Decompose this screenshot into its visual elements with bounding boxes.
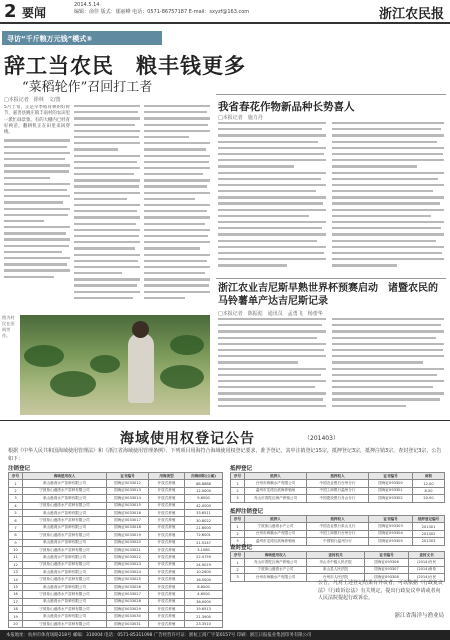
notice-intro: 根据《中华人民共和国海域使用管理法》和《浙江省海域使用管理条例》，下列项目用海符合海域使用权登记要求，准予登记，其中注销登记15宗，抵押登记3宗，抵押注销3宗，查封登记3宗，公告如下： — [8, 448, 442, 462]
table-cell: 宁波象山港湾水产苗种有限公司 — [23, 517, 107, 524]
table-cell: 2 — [231, 566, 245, 573]
table-cell: 象山港湾水产苗种有限公司 — [23, 509, 107, 516]
table-cell: 3 — [231, 495, 245, 502]
table-cell: 国海证0033029 — [107, 606, 149, 613]
table-cell: 宁波象山港湾水产苗种有限公司 — [23, 606, 107, 613]
table-cell: 中国农业银行象山支行 — [307, 523, 369, 530]
table-cell: 开放式养殖 — [149, 546, 185, 553]
table-cell: 宁波象山港湾水产苗种有限公司 — [23, 591, 107, 598]
table-cell: 国海证093305 — [369, 538, 413, 545]
table-cell: 国海证093301 — [369, 487, 413, 494]
page-number: 2 — [4, 1, 17, 22]
cancel-reg-label: 注销登记 — [8, 466, 31, 472]
table-cell: 16 — [9, 591, 23, 598]
table-cell: 19.6513 — [185, 606, 223, 613]
table-cell: 国海证0033023 — [107, 561, 149, 568]
col-header: 查封机关 — [307, 552, 365, 559]
table-row — [9, 524, 223, 531]
right-headline-2: 浙江农业吉尼斯早熟世界杯预赛启动 诸暨农民的马铃薯单产达吉尼斯记录 — [218, 283, 438, 307]
table-cell: 国海证0033018 — [107, 524, 149, 531]
main-headline: 辞工当农民 粮丰钱更多 — [4, 53, 246, 78]
table-cell: 16.5000 — [185, 576, 223, 583]
table-cell: 开放式养殖 — [149, 576, 185, 583]
col-header: 抵押权人 — [307, 473, 369, 480]
table-cell: 象山港湾水产苗种有限公司 — [23, 554, 107, 561]
table-cell: 宁波象山港湾水产苗种有限公司 — [23, 576, 107, 583]
table-cell: (2014)台民 — [409, 574, 445, 581]
table-cell: 9 — [9, 539, 23, 546]
photo-leaf — [90, 355, 120, 373]
col-header: 序号 — [231, 552, 245, 559]
table-cell: 12.0000 — [185, 487, 223, 494]
table-cell: 国海证0033019 — [107, 532, 149, 539]
cancel-reg-table — [8, 472, 223, 628]
table-header-row — [231, 552, 445, 559]
table-cell: 开放式养殖 — [149, 502, 185, 509]
text-lines — [218, 122, 326, 267]
table-cell: 开放式养殖 — [149, 539, 185, 546]
table-cell: 1 — [231, 559, 245, 566]
mortgage-reg-label: 抵押登记 — [230, 466, 253, 472]
table-cell: 42.0000 — [185, 502, 223, 509]
table-cell: 15 — [9, 583, 23, 590]
table-cell: 开放式养殖 — [149, 480, 185, 487]
table-cell: 22.4759 — [185, 554, 223, 561]
table-cell: 宁波象山港湾水产苗种有限公司 — [23, 620, 107, 627]
table-row — [9, 480, 223, 487]
photo-leaf — [170, 335, 204, 355]
table-cell: 国海证093308 — [365, 574, 409, 581]
table-cell: 21.5247 — [185, 539, 223, 546]
table-cell: 国海证0033013 — [107, 487, 149, 494]
main-subheadline: “菜稻轮作”召回打工者 — [22, 80, 153, 95]
header-meta — [74, 2, 324, 16]
table-cell: 宁波象山港湾水产公司 — [245, 523, 307, 530]
table-cell: 台州市海顺水产有限公司 — [245, 480, 307, 487]
col-header: 查封文书 — [409, 552, 445, 559]
table-cell: 台州市海顺水产有限公司 — [245, 574, 307, 581]
table-cell: 12.00 — [413, 480, 445, 487]
right-byline-2: □本报记者 陈振彪 通讯员 孟勇飞 杨蕾华 — [218, 311, 323, 317]
table-cell: 温州市龙湾区滨海养殖场 — [245, 487, 307, 494]
table-header-row — [231, 516, 445, 523]
photo-leaf — [50, 371, 96, 397]
table-cell: 国海证0033017 — [107, 517, 149, 524]
photo-leaf — [160, 365, 204, 389]
table-cell: 8.8000 — [185, 583, 223, 590]
table-row — [9, 495, 223, 502]
table-row — [9, 487, 223, 494]
table-cell: 18 — [9, 606, 23, 613]
table-cell: 开放式养殖 — [149, 561, 185, 568]
table-cell: 象山港湾水产苗种有限公司 — [23, 583, 107, 590]
table-cell: 201302 — [413, 530, 445, 537]
table-cell: 11 — [9, 554, 23, 561]
col-header: 证书编号 — [369, 473, 413, 480]
page-footer: 本报地址：杭州市体育场路218号 邮编：310004 电话：0571-85311098 广告经营许可证：浙杭工商广字第0157号 印刷：浙江日报报业集团印务有限公司 — [0, 630, 450, 640]
table-cell: 3.1080 — [185, 546, 223, 553]
seal-reg-table — [230, 551, 445, 582]
table-cell: 201301 — [413, 523, 445, 530]
table-cell: (2014)舟民 — [409, 559, 445, 566]
table-cell: 国海证0033025 — [107, 576, 149, 583]
table-cell: 国海证0033015 — [107, 502, 149, 509]
col-header: 用海类型 — [149, 473, 185, 480]
table-cell: 中国银行温州分行 — [307, 538, 369, 545]
main-text-col-2 — [74, 105, 140, 311]
table-cell: 中国工商银行台州分行 — [307, 530, 369, 537]
col-header: 序号 — [231, 473, 245, 480]
text-lines — [332, 318, 444, 407]
table-cell: 国海证093302 — [369, 495, 413, 502]
seal-reg-rows — [231, 559, 445, 581]
table-cell: 开放式养殖 — [149, 606, 185, 613]
right2-text-col-2 — [332, 318, 444, 414]
table-cell: 6 — [9, 517, 23, 524]
table-cell: 88.8888 — [185, 480, 223, 487]
table-cell: 4 — [9, 502, 23, 509]
table-cell: 10.2600 — [185, 569, 223, 576]
table-cell: 1 — [9, 480, 23, 487]
table-cell: 24.9019 — [185, 561, 223, 568]
table-row — [9, 502, 223, 509]
table-header-row — [9, 473, 223, 480]
table-cell: 舟山市普陀区海产养殖公司 — [245, 559, 307, 566]
table-cell: 3 — [9, 495, 23, 502]
table-cell: 国海证0033027 — [107, 591, 149, 598]
table-cell: 12 — [9, 561, 23, 568]
table-cell: 23.3510 — [185, 620, 223, 627]
right-headline-1: 我省春花作物新品种长势喜人 — [218, 101, 355, 113]
table-cell: 13 — [9, 569, 23, 576]
table-row — [231, 538, 445, 545]
table-cell: 象山港湾水产苗种有限公司 — [23, 480, 107, 487]
table-cell: 国海证0033016 — [107, 509, 149, 516]
table-cell: 国海证0033030 — [107, 613, 149, 620]
table-row — [9, 598, 223, 605]
table-cell: 2 — [9, 487, 23, 494]
table-cell: 宁波象山港湾水产公司 — [245, 566, 307, 573]
mortgage-reg-rows — [231, 480, 445, 502]
table-cell: 台州市人民法院 — [307, 574, 365, 581]
table-cell: 开放式养殖 — [149, 517, 185, 524]
table-cell: 21.6000 — [185, 524, 223, 531]
col-header: 抵押权人 — [307, 516, 369, 523]
table-row — [9, 606, 223, 613]
table-row — [9, 613, 223, 620]
table-row — [231, 530, 445, 537]
table-cell: 宁波象山港湾水产苗种有限公司 — [23, 532, 107, 539]
table-cell: 开放式养殖 — [149, 591, 185, 598]
table-row — [9, 539, 223, 546]
photo-caption: 图为村民在田间劳作。 — [2, 315, 15, 338]
table-cell: 宁波象山港湾水产苗种有限公司 — [23, 502, 107, 509]
col-header: 序号 — [231, 516, 245, 523]
table-cell: 国海证0033012 — [107, 480, 149, 487]
table-cell: 2 — [231, 487, 245, 494]
table-cell: 4.6000 — [185, 591, 223, 598]
table-cell: 14 — [9, 576, 23, 583]
table-cell: 开放式养殖 — [149, 613, 185, 620]
col-header: 证书编号 — [369, 516, 413, 523]
table-cell: 30.8022 — [185, 517, 223, 524]
table-cell: 2 — [231, 530, 245, 537]
photo-leaf — [24, 345, 64, 367]
table-cell: 国海证0033026 — [107, 583, 149, 590]
table-cell: 舟山市中级人民法院 — [307, 559, 365, 566]
cancel-reg-rows — [9, 480, 223, 628]
table-row — [9, 569, 223, 576]
table-cell: 国海证093300 — [369, 480, 413, 487]
mortgage-cancel-table — [230, 515, 445, 546]
table-row — [9, 561, 223, 568]
col-header: 抵押人 — [245, 473, 307, 480]
notice-closing: 公告，凡对上述登记结果有异议者，可以依据《行政复议法》《行政诉讼法》有关规定，提出行政复议申请或者向人民法院提起行政诉讼。 — [318, 580, 444, 601]
text-lines — [332, 122, 444, 267]
table-cell: 中国工商银行温州分行 — [307, 487, 369, 494]
table-cell: 国海证0033021 — [107, 546, 149, 553]
table-cell: 开放式养殖 — [149, 524, 185, 531]
right1-text-col-1 — [218, 122, 326, 274]
photo-person-head — [132, 321, 149, 338]
table-cell: 国海证0033020 — [107, 539, 149, 546]
table-header-row — [231, 473, 445, 480]
right-byline-1: □本报记者 施力丹 — [218, 115, 263, 121]
table-cell: 国海证093303 — [369, 523, 413, 530]
table-cell: 21.3900 — [185, 613, 223, 620]
table-row — [9, 620, 223, 627]
table-cell: 201303 — [413, 538, 445, 545]
table-cell: 5 — [9, 509, 23, 516]
seal-reg-label: 查封登记 — [230, 545, 253, 551]
table-row — [231, 487, 445, 494]
text-lines — [4, 139, 70, 277]
photo-person — [128, 333, 154, 403]
table-row — [9, 532, 223, 539]
newspaper-brand: 浙江农民报 — [378, 7, 444, 22]
sea-use-notice — [0, 420, 450, 630]
table-cell: 中国农业银行台州分行 — [307, 480, 369, 487]
table-cell: 象山港湾水产苗种有限公司 — [23, 524, 107, 531]
main-text-col-1 — [4, 105, 70, 311]
table-cell: 33.6511 — [185, 509, 223, 516]
table-cell: 象山港湾水产苗种有限公司 — [23, 495, 107, 502]
table-cell: 8.50 — [413, 487, 445, 494]
mortgage-cancel-label: 抵押注销登记 — [230, 509, 264, 515]
table-cell: 开放式养殖 — [149, 554, 185, 561]
mortgage-reg-table — [230, 472, 445, 503]
col-header: 面积 — [413, 473, 445, 480]
table-cell: 17 — [9, 598, 23, 605]
table-cell: 开放式养殖 — [149, 583, 185, 590]
table-row — [9, 576, 223, 583]
table-cell: 宁波象山港湾水产苗种有限公司 — [23, 561, 107, 568]
table-cell: 开放式养殖 — [149, 495, 185, 502]
table-cell: 国海证0033022 — [107, 554, 149, 561]
col-header: 海域使用权人 — [245, 552, 307, 559]
table-cell: 20.00 — [413, 495, 445, 502]
table-cell: 8 — [9, 532, 23, 539]
right1-text-col-2 — [332, 122, 444, 274]
table-row — [231, 480, 445, 487]
col-header: 抵押登记编号 — [413, 516, 445, 523]
table-cell: 国海证0033028 — [107, 598, 149, 605]
table-cell: 20 — [9, 620, 23, 627]
table-cell: 国海证093307 — [365, 566, 409, 573]
table-cell: 宁波象山港湾水产苗种有限公司 — [23, 487, 107, 494]
series-kicker: 寻访“千斤粮万元钱”模式⑤ — [2, 31, 162, 45]
table-cell: 国海证0033014 — [107, 495, 149, 502]
table-cell: 中国建设银行舟山分行 — [307, 495, 369, 502]
table-row — [9, 517, 223, 524]
table-row — [9, 554, 223, 561]
table-cell: 开放式养殖 — [149, 598, 185, 605]
table-cell: 9.6000 — [185, 495, 223, 502]
notice-signature: 浙江省海洋与渔业局 — [394, 613, 444, 619]
text-lines — [74, 105, 140, 299]
col-header: 用海面积(公顷) — [185, 473, 223, 480]
page-header — [0, 0, 450, 24]
table-cell: 72.6001 — [185, 532, 223, 539]
table-cell: 开放式养殖 — [149, 532, 185, 539]
table-cell: 台州市海顺水产有限公司 — [245, 530, 307, 537]
col-header: 证书编号 — [365, 552, 409, 559]
table-row — [9, 591, 223, 598]
col-header: 海域使用权人 — [23, 473, 107, 480]
table-cell: 开放式养殖 — [149, 569, 185, 576]
text-lines — [218, 318, 326, 407]
table-cell: 象山港湾水产苗种有限公司 — [23, 539, 107, 546]
table-row — [231, 523, 445, 530]
table-cell: 象山港湾水产苗种有限公司 — [23, 598, 107, 605]
table-row — [231, 495, 445, 502]
table-cell: 10 — [9, 546, 23, 553]
header-date: 2014.5.14 — [74, 2, 100, 8]
table-cell: 宁波象山港湾水产苗种有限公司 — [23, 546, 107, 553]
notice-title: 海域使用权登记公告 — [120, 431, 255, 447]
table-cell: 舟山市普陀区海产养殖公司 — [245, 495, 307, 502]
col-header: 序号 — [9, 473, 23, 480]
table-cell: 开放式养殖 — [149, 509, 185, 516]
table-cell: 象山港湾水产苗种有限公司 — [23, 569, 107, 576]
table-cell: 国海证093306 — [365, 559, 409, 566]
notice-code: （201403） — [304, 435, 339, 442]
col-header: 证书编号 — [107, 473, 149, 480]
table-cell: 象山港湾水产苗种有限公司 — [23, 613, 107, 620]
table-cell: 国海证0033031 — [107, 620, 149, 627]
table-cell: 1 — [231, 523, 245, 530]
main-text-col-3 — [144, 105, 210, 311]
table-cell: 国海证093304 — [369, 530, 413, 537]
table-row — [9, 546, 223, 553]
table-cell: 3 — [231, 574, 245, 581]
table-cell: (2014)甬象 — [409, 566, 445, 573]
table-cell: 3 — [231, 538, 245, 545]
mortgage-cancel-rows — [231, 523, 445, 545]
table-cell: 开放式养殖 — [149, 620, 185, 627]
table-cell: 象山县人民法院 — [307, 566, 365, 573]
table-cell: 国海证0033024 — [107, 569, 149, 576]
section-name: 要闻 — [22, 6, 47, 20]
column-divider — [216, 94, 446, 95]
table-cell: 开放式养殖 — [149, 487, 185, 494]
table-row — [9, 509, 223, 516]
article-photo — [20, 315, 210, 415]
column-divider — [216, 278, 446, 279]
table-row — [231, 559, 445, 566]
main-byline: □本报记者 徐林 文/图 — [4, 97, 61, 103]
table-cell: 7 — [9, 524, 23, 531]
col-header: 抵押人 — [245, 516, 307, 523]
main-lead-paragraph: 5月上旬，正是早季稻育秧的好时节，嘉善县姚庄镇丰南村的农田里一派忙碌景象。有的大棚内已经育好秧苗，翻耕机正在田里来回穿梭。 — [4, 105, 70, 136]
table-cell: 36.0000 — [185, 598, 223, 605]
table-cell: 19 — [9, 613, 23, 620]
table-row — [9, 583, 223, 590]
table-cell: 温州市龙湾区滨海养殖场 — [245, 538, 307, 545]
table-row — [231, 566, 445, 573]
table-cell: 1 — [231, 480, 245, 487]
right2-text-col-1 — [218, 318, 326, 414]
header-editor: 编辑：俞佳 版式：郁丽峰 电话：0571-86757187 E-mail：sxyzf@163.com — [74, 9, 250, 15]
text-lines — [144, 105, 210, 299]
